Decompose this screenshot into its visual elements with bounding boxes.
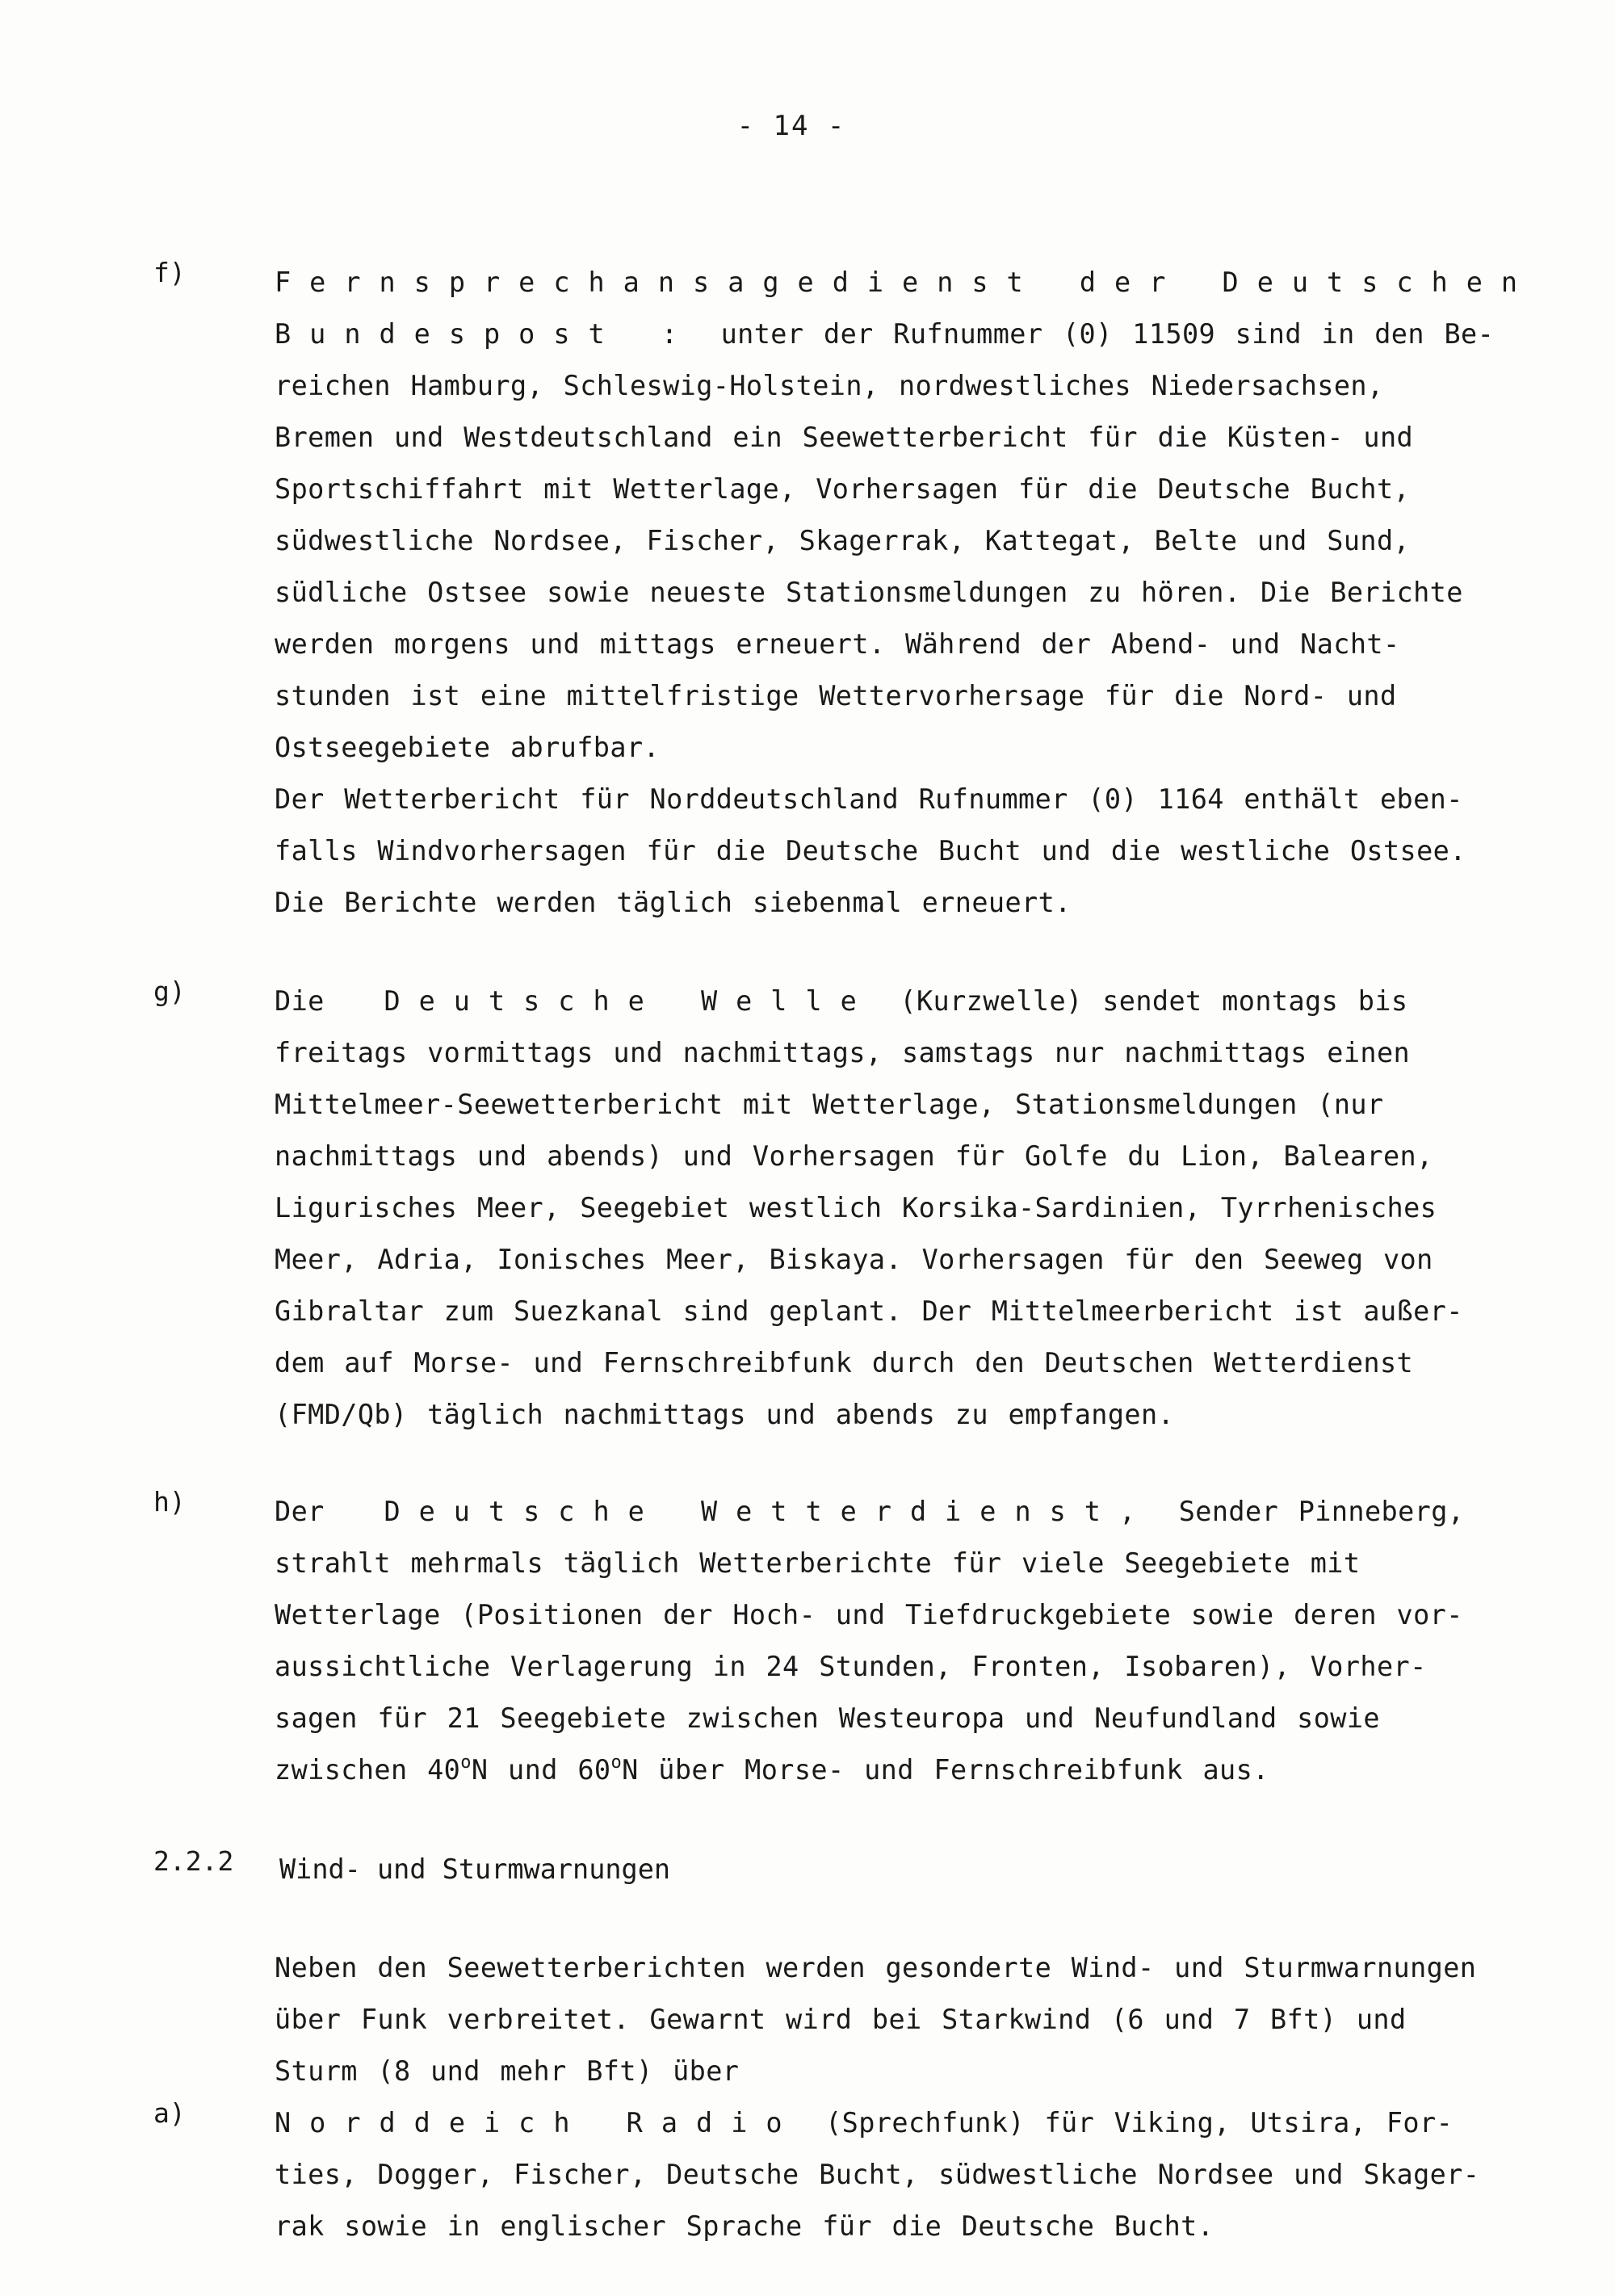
text-line: falls Windvorhersagen für die Deutsche Bucht und die westliche Ostsee. bbox=[275, 835, 1466, 867]
text-line: Der Wetterbericht für Norddeutschland Rufnummer (0) 1164 enthält eben- bbox=[275, 783, 1463, 815]
text-line: Sportschiffahrt mit Wetterlage, Vorhersagen für die Deutsche Bucht, bbox=[275, 473, 1411, 505]
subsection-2-2-2 bbox=[153, 1845, 1470, 1894]
section-marker: f) bbox=[153, 257, 186, 288]
subsection-title: Wind- und Sturmwarnungen bbox=[279, 1853, 671, 1885]
text-line: sagen für 21 Seegebiete zwischen Westeuropa und Neufundland sowie bbox=[275, 1702, 1380, 1734]
section-f bbox=[153, 257, 1537, 929]
text-line: Ligurisches Meer, Seegebiet westlich Korsika-Sardinien, Tyrrhenisches bbox=[275, 1192, 1437, 1224]
text-line: Die Deutsche Welle (Kurzwelle) sendet montags bis bbox=[275, 985, 1408, 1017]
text-line: Gibraltar zum Suezkanal sind geplant. Der Mittelmeerbericht ist außer- bbox=[275, 1295, 1463, 1327]
subsection-intro-text bbox=[275, 1942, 1477, 2097]
item-marker: a) bbox=[153, 2097, 186, 2129]
page-number: - 14 - bbox=[736, 110, 846, 142]
spaced-title: Deutsche Wetterdienst, bbox=[384, 1496, 1155, 1527]
section-f-text bbox=[275, 257, 1537, 929]
text-line: stunden ist eine mittelfristige Wettervorhersage für die Nord- und bbox=[275, 680, 1397, 711]
text-line: ties, Dogger, Fischer, Deutsche Bucht, südwestliche Nordsee und Skager- bbox=[275, 2159, 1480, 2190]
text-line: strahlt mehrmals täglich Wetterberichte für viele Seegebiete mit bbox=[275, 1547, 1361, 1579]
text-line: Meer, Adria, Ionisches Meer, Biskaya. Vorhersagen für den Seeweg von bbox=[275, 1244, 1433, 1275]
section-h-text bbox=[275, 1486, 1470, 1796]
section-g-text bbox=[275, 976, 1470, 1441]
text-line: Der Deutsche Wetterdienst, Sender Pinneberg, bbox=[275, 1496, 1465, 1527]
text-line: Ostseegebiete abrufbar. bbox=[275, 732, 661, 763]
text-line: südliche Ostsee sowie neueste Stationsmeldungen zu hören. Die Berichte bbox=[275, 577, 1463, 608]
section-marker: g) bbox=[153, 976, 186, 1007]
text-line: aussichtliche Verlagerung in 24 Stunden, Fronten, Isobaren), Vorher- bbox=[275, 1651, 1427, 1682]
text-line: zwischen 40$^o$N und 60$^o$N über Morse- und Fernschreibfunk aus. bbox=[275, 1752, 1269, 1786]
text-line: Norddeich Radio (Sprechfunk) für Viking, Utsira, For- bbox=[275, 2107, 1454, 2139]
text-line: südwestliche Nordsee, Fischer, Skagerrak, Kattegat, Belte und Sund, bbox=[275, 525, 1411, 556]
text-line: Bundespost : unter der Rufnummer (0) 11509 sind in den Be- bbox=[275, 318, 1495, 350]
spaced-title: Fernsprechansagedienst der Deutschen bbox=[275, 267, 1537, 298]
text-line: werden morgens und mittags erneuert. Während der Abend- und Nacht- bbox=[275, 628, 1400, 660]
text-line: dem auf Morse- und Fernschreibfunk durch den Deutschen Wetterdienst bbox=[275, 1347, 1414, 1379]
spaced-title: Norddeich Radio bbox=[275, 2107, 801, 2139]
subsection-intro bbox=[162, 1942, 1477, 2097]
text-line: Bremen und Westdeutschland ein Seewetterbericht für die Küsten- und bbox=[275, 422, 1414, 453]
text-line: Mittelmeer-Seewetterbericht mit Wetterlage, Stationsmeldungen (nur bbox=[275, 1089, 1384, 1120]
item-a-text bbox=[275, 2097, 1480, 2252]
text-line: reichen Hamburg, Schleswig-Holstein, nordwestliches Niedersachsen, bbox=[275, 370, 1384, 401]
section-g bbox=[153, 976, 1470, 1441]
text-line: rak sowie in englischer Sprache für die Deutsche Bucht. bbox=[275, 2210, 1214, 2242]
text-line: nachmittags und abends) und Vorhersagen für Golfe du Lion, Balearen, bbox=[275, 1140, 1433, 1172]
subsection-number: 2.2.2 bbox=[153, 1845, 234, 1877]
text-line: Sturm (8 und mehr Bft) über bbox=[275, 2055, 740, 2087]
text-line: (FMD/Qb) täglich nachmittags und abends zu empfangen. bbox=[275, 1399, 1175, 1430]
spaced-title: Deutsche Welle bbox=[384, 985, 875, 1017]
text-line: Die Berichte werden täglich siebenmal erneuert. bbox=[275, 887, 1072, 918]
spaced-title: Bundespost : bbox=[275, 318, 697, 350]
text-line: Neben den Seewetterberichten werden gesonderte Wind- und Sturmwarnungen bbox=[275, 1952, 1477, 1983]
section-marker: h) bbox=[153, 1486, 186, 1517]
text-line bbox=[275, 257, 1537, 309]
text-line: freitags vormittags und nachmittags, samstags nur nachmittags einen bbox=[275, 1037, 1411, 1068]
item-a bbox=[153, 2097, 1480, 2252]
section-h bbox=[153, 1486, 1470, 1796]
text-line: über Funk verbreitet. Gewarnt wird bei Starkwind (6 und 7 Bft) und bbox=[275, 2004, 1407, 2035]
text-line: Wetterlage (Positionen der Hoch- und Tiefdruckgebiete sowie deren vor- bbox=[275, 1599, 1463, 1631]
